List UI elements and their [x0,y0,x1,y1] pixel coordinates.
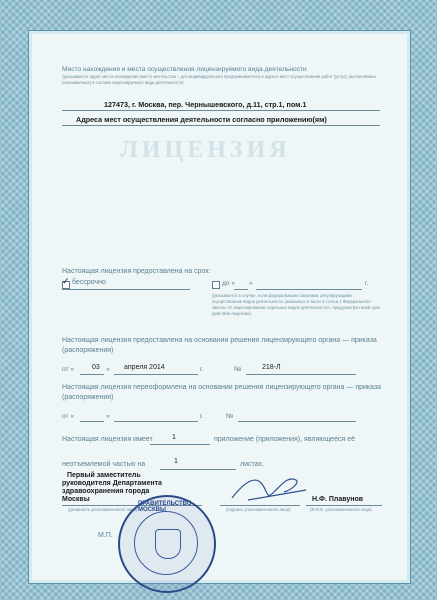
signatory-title-4: Москвы [62,496,90,503]
until-date-line [256,289,362,290]
until-prefix: до « [222,280,236,287]
decision-from: от « [62,366,75,373]
appendix-prefix: Настоящая лицензия имеет [62,436,153,443]
appendix-suffix: приложение (приложения), являющееся её [214,436,355,443]
watermark-text: ЛИЦЕНЗИЯ [120,137,291,163]
decision-num-label: № [234,366,242,373]
address-value: 127473, г. Москва, пер. Чернышевского, д.11, стр.1, пом.1 [104,100,307,109]
decision-close: » [106,366,110,373]
decision-date-line [114,374,198,375]
signature-note: (подпись уполномоченного лица) [226,507,291,512]
decision-month-year: апреля 2014 [124,364,165,371]
address-line-1 [62,110,380,111]
address-line-2 [62,125,380,126]
until-checkbox[interactable] [212,281,220,289]
decision-day: 03 [92,364,100,371]
decision-g: г. [200,366,204,373]
seal-emblem-icon [155,529,181,559]
unlimited-line [62,289,190,290]
decision-label: Настоящая лицензия предоставлена на основании решения лицензирующего органа — приказа (распоряжения) [62,337,377,354]
mp-label: М.П. [98,532,113,539]
signatory-name-note: (Ф.И.О. уполномоченного лица) [310,507,372,512]
signatory-name-line [306,505,382,506]
reissue-date-line [114,421,198,422]
address-places: Адреса мест осуществления деятельности согласно приложению(ям) [76,115,327,124]
signatory-title-2: руководителя Департамента [62,480,162,487]
reissue-number-line [238,421,356,422]
appendix-pages-suffix: листах. [240,461,264,468]
signature-line [220,505,300,506]
signature-graphic [226,470,310,506]
unlimited-label: бессрочно [72,279,106,286]
appendix-pages: 1 [174,458,178,465]
term-label: Настоящая лицензия предоставлена на срок: [62,268,211,275]
decision-number: 218-Л [262,364,281,371]
decision-number-line [246,374,356,375]
official-seal [118,495,216,593]
reissue-num-label: № [226,413,234,420]
reissue-close: » [106,413,110,420]
unlimited-check-mark: ✓ [62,276,70,286]
reissue-day-line [80,421,104,422]
reissue-label: Настоящая лицензия переоформлена на основании решения лицензирующего органа — приказа (распоряжения) [62,384,382,401]
address-heading-note: (указываются адрес места нахождения (место жительства – для индивидуального предпринимателя) и адреса мест осуществления работ (услуг), выполняемых (оказываемых) в составе лицензируемого вида деятельности) [62,74,377,85]
seal-text: ПРАВИТЕЛЬСТВО МОСКВЫ [138,501,192,513]
appendix-count: 1 [172,434,176,441]
reissue-g: г. [200,413,204,420]
decision-day-line [80,374,104,375]
signatory-name: Н.Ф. Плавунов [312,496,364,503]
reissue-from: от « [62,413,75,420]
until-year: г. [365,280,369,287]
appendix-part-prefix: неотъемлемой частью на [62,461,146,468]
signatory-title-1: Первый заместитель [67,472,141,479]
address-heading: Место нахождения и места осуществления лицензируемого вида деятельности [62,66,307,73]
until-day-line [234,289,248,290]
term-note: (указывается в случае, если федеральными законами, регулирующими осуществление видов деятельности, указанных в части 4 статьи 1 Федерального закона «О лицензировании отдельных видов деятельности», предусмотрен иной срок действия лицензии) [212,293,380,316]
signatory-title-3: здравоохранения города [62,488,150,495]
until-mid: » [249,280,253,287]
appendix-count-line [150,444,210,445]
signatory-title-note: (должность уполномоченного лица) [68,507,138,512]
appendix-pages-line [160,469,236,470]
